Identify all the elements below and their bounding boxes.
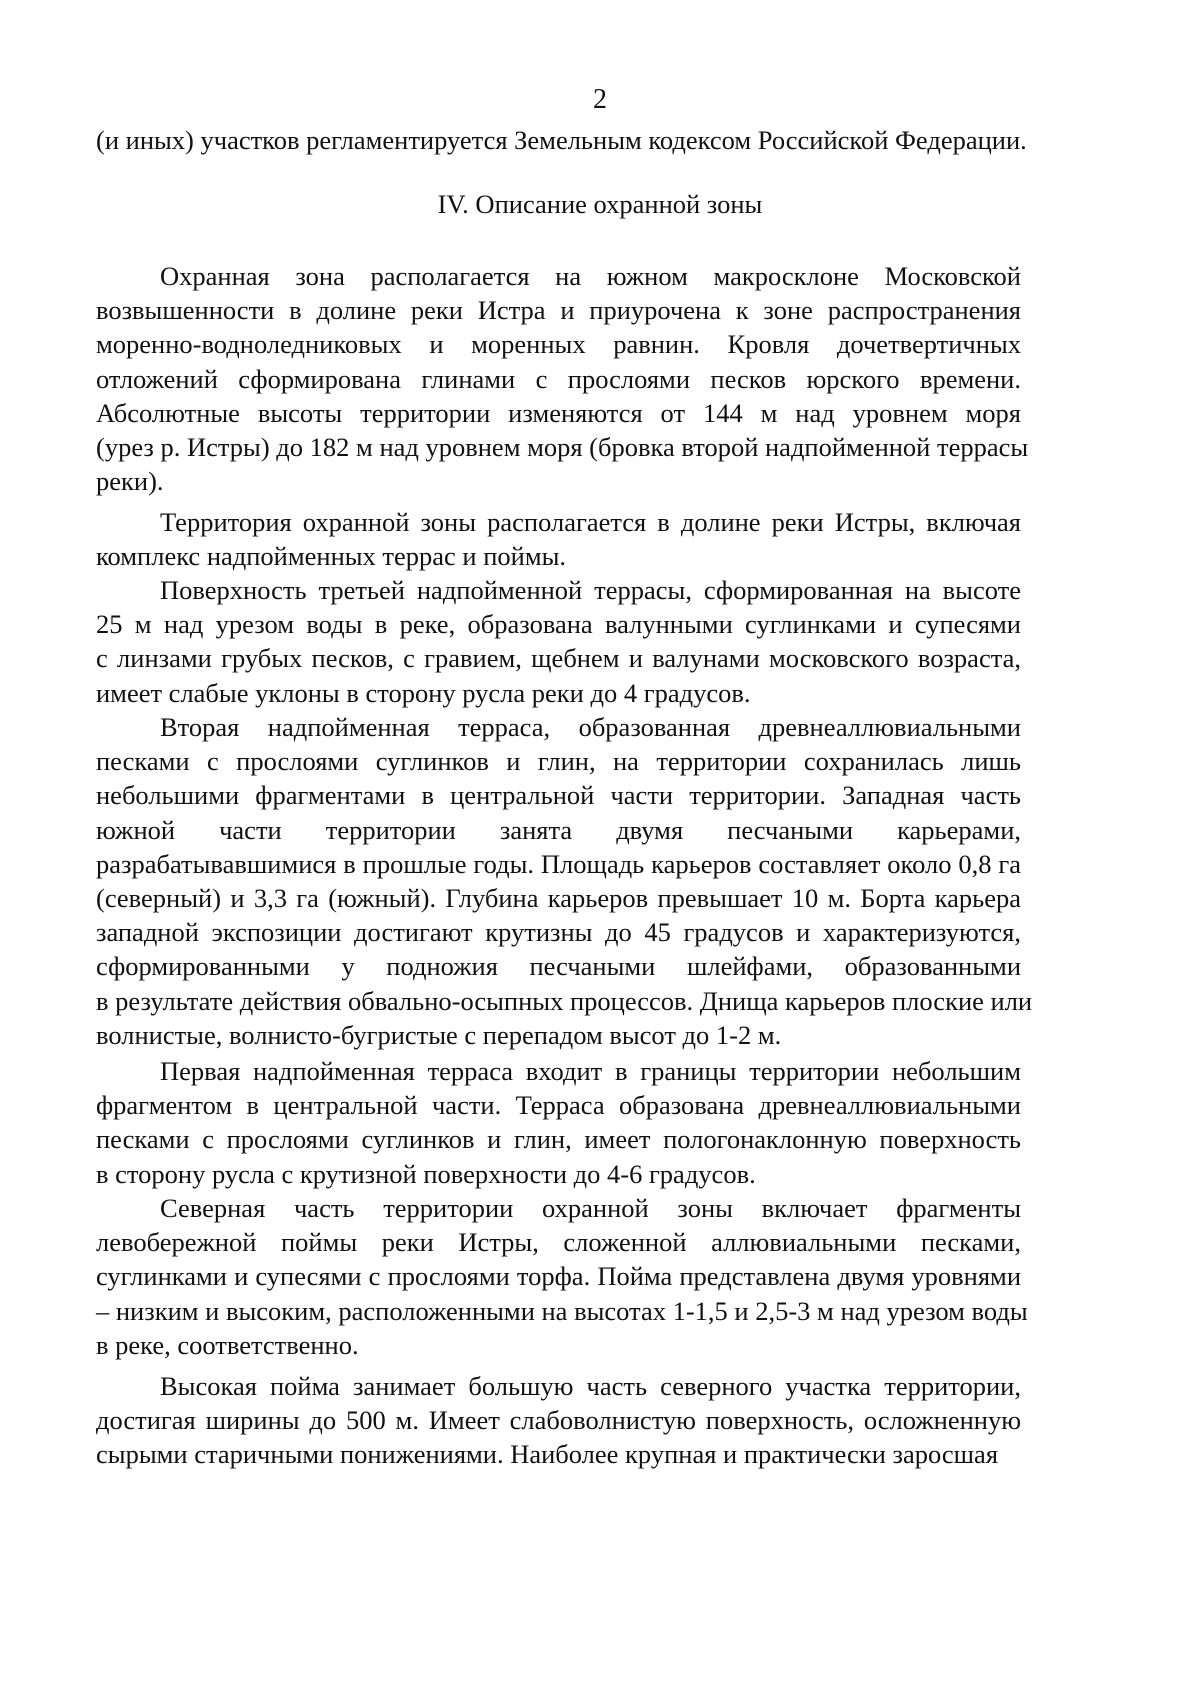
- paragraph-line: Северная часть территории охранной зоны включает фрагменты: [160, 1193, 1021, 1223]
- paragraph-line: Поверхность третьей надпойменной террасы, сформированная на высоте: [160, 575, 1021, 605]
- paragraph-line: Высокая пойма занимает большую часть северного участка территории,: [160, 1371, 1021, 1401]
- paragraph-line: 25 м над урезом воды в реке, образована валунными суглинками и супесями: [96, 609, 1021, 640]
- paragraph-line: волнистые, волнисто-бугристые с перепадом высот до 1-2 м.: [96, 1019, 782, 1050]
- paragraph-line: разрабатывавшимися в прошлые годы. Площадь карьеров составляет около 0,8 га: [96, 848, 1021, 879]
- paragraph-line: в результате действия обвально-осыпных процессов. Днища карьеров плоские или: [96, 985, 1033, 1016]
- paragraph-line: суглинками и супесями с прослоями торфа. Пойма представлена двумя уровнями: [96, 1261, 1021, 1292]
- paragraph-line: комплекс надпойменных террас и поймы.: [96, 541, 567, 572]
- paragraph-line: сырыми старичными понижениями. Наиболее крупная и практически заросшая: [96, 1439, 999, 1470]
- page-number: 2: [593, 84, 607, 115]
- paragraph-line: южной части территории занята двумя песчаными карьерами,: [96, 814, 1021, 845]
- paragraph-line: фрагментом в центральной части. Терраса образована древнеаллювиальными: [96, 1090, 1021, 1121]
- paragraph-line: достигая ширины до 500 м. Имеет слабоволнистую поверхность, осложненную: [96, 1405, 1021, 1436]
- paragraph-line: западной экспозиции достигают крутизны до 45 градусов и характеризуются,: [96, 917, 1021, 948]
- paragraph-line: возвышенности в долине реки Истра и приурочена к зоне распространения: [96, 295, 1021, 326]
- paragraph-line: в сторону русла с крутизной поверхности до 4-6 градусов.: [96, 1158, 756, 1189]
- paragraph-line: (урез р. Истры) до 182 м над уровнем моря (бровка второй надпойменной террасы: [96, 432, 1029, 462]
- continuation-line: (и иных) участков регламентируется Земельным кодексом Российской Федерации.: [96, 125, 1027, 155]
- paragraph-line: имеет слабые уклоны в сторону русла реки до 4 градусов.: [96, 677, 751, 708]
- section-heading: IV. Описание охранной зоны: [437, 189, 763, 219]
- paragraph-line: Охранная зона располагается на южном макросклоне Московской: [160, 261, 1021, 291]
- paragraph-line: в реке, соответственно.: [96, 1329, 359, 1360]
- paragraph-line: левобережной поймы реки Истры, сложенной аллювиальными песками,: [96, 1227, 1021, 1258]
- paragraph-line: сформированными у подножия песчаными шлейфами, образованными: [96, 951, 1021, 982]
- paragraph-line: с линзами грубых песков, с гравием, щебнем и валунами московского возраста,: [96, 643, 1021, 674]
- paragraph-line: Территория охранной зоны располагается в долине реки Истры, включая: [160, 507, 1021, 537]
- paragraph-line: (северный) и 3,3 га (южный). Глубина карьеров превышает 10 м. Борта карьера: [96, 883, 1021, 913]
- paragraph-line: моренно-водноледниковых и моренных равнин. Кровля дочетвертичных: [96, 329, 1021, 360]
- paragraph-line: – низким и высоким, расположенными на высотах 1-1,5 и 2,5-3 м над урезом воды: [96, 1295, 1028, 1326]
- paragraph-line: Первая надпойменная терраса входит в границы территории небольшим: [160, 1056, 1021, 1086]
- paragraph-line: Абсолютные высоты территории изменяются от 144 м над уровнем моря: [96, 397, 1021, 428]
- paragraph-line: реки).: [96, 466, 164, 497]
- paragraph-line: Вторая надпойменная терраса, образованная древнеаллювиальными: [160, 712, 1021, 742]
- paragraph-line: небольшими фрагментами в центральной части территории. Западная часть: [96, 780, 1021, 811]
- paragraph-line: песками с прослоями суглинков и глин, на территории сохранилась лишь: [96, 746, 1021, 777]
- paragraph-line: отложений сформирована глинами с прослоями песков юрского времени.: [96, 363, 1021, 394]
- paragraph-line: песками с прослоями суглинков и глин, имеет пологонаклонную поверхность: [96, 1124, 1021, 1155]
